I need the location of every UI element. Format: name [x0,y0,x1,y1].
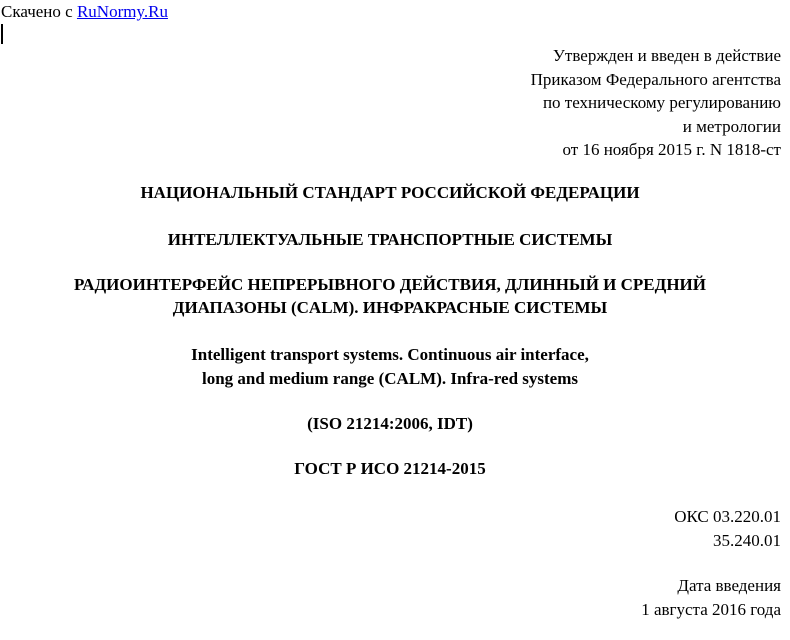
classification-code: ОКС 03.220.01 [674,507,781,526]
text-cursor [1,24,3,44]
english-title-line: Intelligent transport systems. Continuous air interface, [191,345,589,364]
approval-line: Приказом Федерального агентства [530,69,781,89]
approval-block [531,44,781,162]
classification-block [674,505,781,553]
introduction-date-block [641,574,781,622]
approval-line: Утвержден и введен в действие [552,46,781,65]
source-line [1,0,168,23]
approval-line: от 16 ноября 2015 г. N 1818-ст [562,140,781,159]
introduction-date-value: 1 августа 2016 года [641,600,781,619]
english-title-line: long and medium range (CALM). Infra-red systems [201,369,579,388]
russian-title-line: РАДИОИНТЕРФЕЙС НЕПРЕРЫВНОГО ДЕЙСТВИЯ, ДЛИННЫЙ И СРЕДНИЙ [73,275,707,294]
russian-title-line: ДИАПАЗОНЫ (CALM). ИНФРАКРАСНЫЕ СИСТЕМЫ [172,298,608,317]
approval-line: и метрологии [682,116,781,136]
runormy-link[interactable]: RuNormy.Ru [76,2,168,21]
approval-line: по техническому регулированию [542,93,781,112]
gost-number: ГОСТ Р ИСО 21214-2015 [294,459,486,478]
introduction-date-label: Дата введения [677,576,781,595]
english-title [0,343,780,391]
russian-title [0,273,780,319]
iso-reference: (ISO 21214:2006, IDT) [307,414,473,433]
source-prefix: Скачено с [1,2,77,21]
standard-type-title: НАЦИОНАЛЬНЫЙ СТАНДАРТ РОССИЙСКОЙ ФЕДЕРАЦИИ [140,183,640,202]
classification-code: 35.240.01 [713,531,781,550]
category-title: ИНТЕЛЛЕКТУАЛЬНЫЕ ТРАНСПОРТНЫЕ СИСТЕМЫ [167,230,613,249]
